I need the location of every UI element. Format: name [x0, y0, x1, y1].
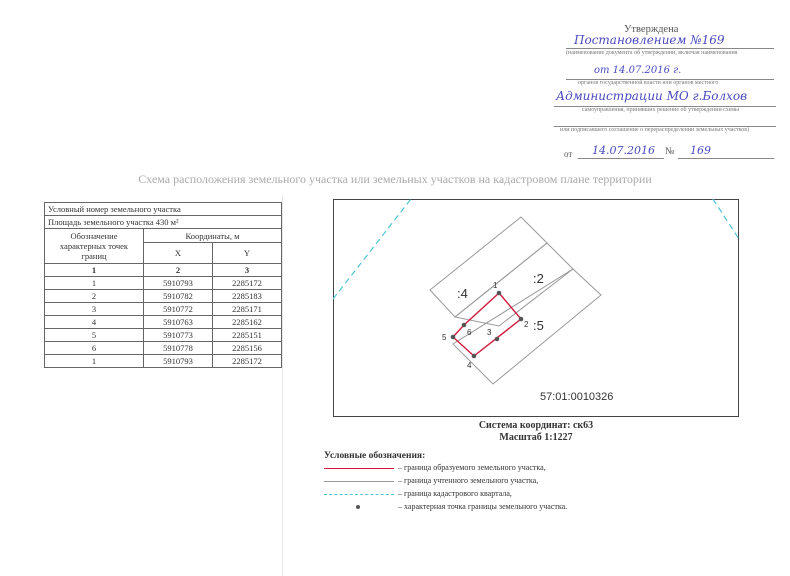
decision-no-label: №: [665, 146, 675, 157]
cadastral-map: [333, 199, 739, 417]
point-cell: 1: [45, 277, 144, 290]
document-title: Схема расположения земельного участка или земельных участков на кадастровом плане территории: [138, 172, 652, 186]
point-cell: 5: [45, 329, 144, 342]
divider: [566, 48, 774, 49]
point-cell: 6: [45, 342, 144, 355]
x-cell: 5910782: [144, 290, 213, 303]
x-cell: 5910778: [144, 342, 213, 355]
point-cell: 1: [45, 355, 144, 368]
authority-handwritten: Администрации МО г.Болхов: [556, 89, 748, 103]
cyan-dashed-symbol: [324, 494, 394, 495]
legend-text: – граница образуемого земельного участка,: [398, 463, 546, 472]
act-type-caption: (наименование документа об утверждении, включая наименования: [566, 50, 738, 56]
y-cell: 2285151: [213, 329, 282, 342]
point-label: 6: [467, 328, 472, 337]
point-cell: 2: [45, 290, 144, 303]
point-4: [472, 354, 477, 359]
table-row: [45, 303, 282, 316]
col-num-1: 1: [45, 264, 144, 277]
x-cell: 5910793: [144, 277, 213, 290]
point-label: 1: [493, 281, 498, 290]
grey-line-symbol: [324, 481, 394, 482]
parcel-label: :5: [533, 318, 544, 333]
legend-title: Условные обозначения:: [324, 451, 426, 461]
act-type-handwritten: Постановлением №169: [574, 33, 725, 47]
point-label: 3: [487, 328, 492, 337]
point-3: [495, 337, 500, 342]
point-6: [462, 323, 467, 328]
y-cell: 2285156: [213, 342, 282, 355]
legend-text: – граница кадастрового квартала,: [398, 489, 512, 498]
point-cell: 3: [45, 303, 144, 316]
area: Площадь земельного участка 430 м²: [45, 216, 282, 229]
scale: Масштаб 1:1227: [499, 432, 573, 443]
legend-text: – характерная точка границы земельного участка.: [398, 502, 568, 511]
point-2: [519, 317, 524, 322]
point-cell: 4: [45, 316, 144, 329]
conditional-number: Условный номер земельного участка: [45, 203, 282, 216]
x-cell: 5910772: [144, 303, 213, 316]
table-row: [45, 277, 282, 290]
decision-date-handwritten: 14.07.2016: [592, 144, 655, 157]
col-y: Y: [213, 243, 282, 264]
y-cell: 2285172: [213, 355, 282, 368]
table-row: [45, 342, 282, 355]
x-cell: 5910763: [144, 316, 213, 329]
point-label: 2: [524, 320, 529, 329]
coordinate-system: Система координат: ск63: [478, 420, 594, 431]
x-cell: 5910793: [144, 355, 213, 368]
authority-caption-1: органов государственной власти или органов местного: [578, 80, 719, 86]
point-symbol: [356, 505, 360, 509]
y-cell: 2285171: [213, 303, 282, 316]
divider: [578, 158, 664, 159]
red-line-symbol: [324, 468, 394, 469]
coordinates-table: [44, 202, 282, 368]
parcel-label: :4: [457, 286, 468, 301]
point-1: [497, 291, 502, 296]
y-cell: 2285172: [213, 277, 282, 290]
point-label: 4: [467, 361, 472, 370]
col-num-3: 3: [213, 264, 282, 277]
table-row: [45, 355, 282, 368]
point-5: [451, 335, 456, 340]
col-num-2: 2: [144, 264, 213, 277]
y-cell: 2285162: [213, 316, 282, 329]
y-cell: 2285183: [213, 290, 282, 303]
parcel-label: :2: [533, 271, 544, 286]
divider: [678, 158, 774, 159]
approved-label: Утверждена: [624, 24, 679, 35]
authority-caption-2: самоуправления, принявших решение об утверждении схемы: [582, 107, 740, 113]
col-x: X: [144, 243, 213, 264]
act-date-handwritten: от 14.07.2016 г.: [594, 65, 682, 76]
authority-caption-3: или подписавшего соглашение о перераспределении земельных участков): [560, 127, 750, 133]
page-fold: [282, 195, 283, 576]
table-row: [45, 290, 282, 303]
col-coordinates: Координаты, м: [144, 229, 282, 243]
legend-text: – граница учтенного земельного участка,: [398, 476, 539, 485]
decision-no-handwritten: 169: [690, 144, 711, 157]
x-cell: 5910773: [144, 329, 213, 342]
col-designation: Обозначение характерных точек границ: [45, 229, 144, 264]
table-row: [45, 329, 282, 342]
point-label: 5: [442, 333, 447, 342]
table-row: [45, 316, 282, 329]
quarter-number: 57:01:0010326: [540, 391, 614, 403]
decision-ot-label: от: [564, 149, 573, 159]
